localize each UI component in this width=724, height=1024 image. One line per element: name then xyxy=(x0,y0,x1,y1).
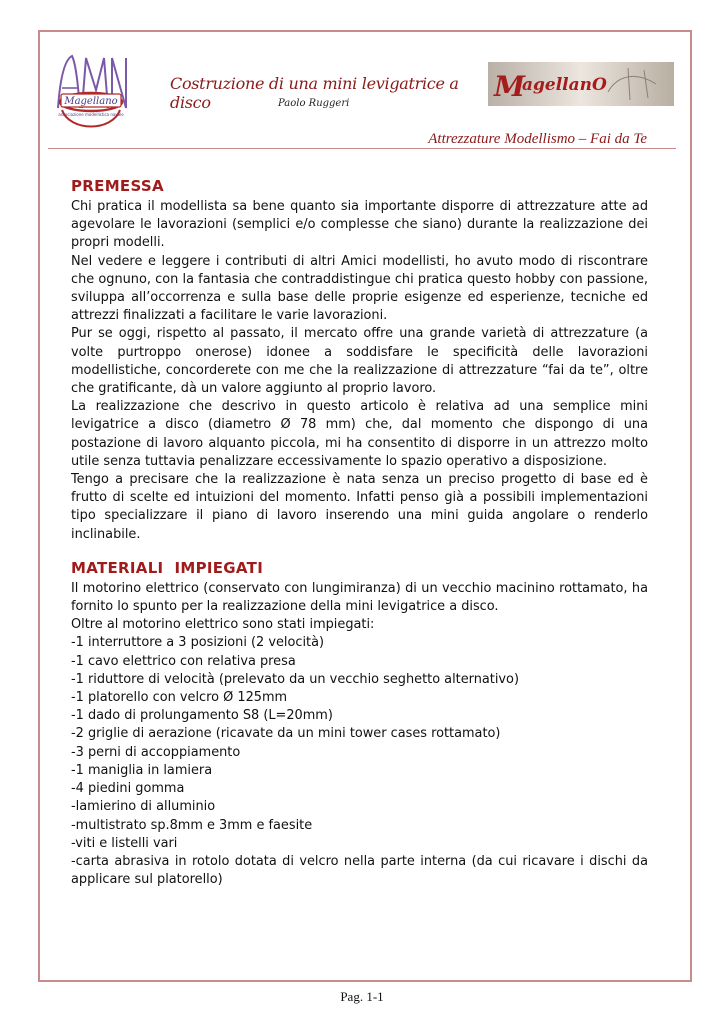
list-item: -1 interruttore a 3 posizioni (2 velocità) xyxy=(71,635,325,651)
svg-text:agellanO: agellanO xyxy=(522,75,607,95)
list-item: -1 cavo elettrico con relativa presa xyxy=(71,653,296,669)
premessa-paragraph: Pur se oggi, rispetto al passato, il mercato offre una grande varietà di attrezzature (a volte purtroppo onerose) idonee a soddisfare le specificità delle lavorazioni modellistiche, concorderete con me che la realizzazione di attrezzature “fai da te”, oltre che gratificante, dà un valore aggiunto al proprio lavoro. xyxy=(71,326,648,397)
premessa-heading: PREMESSA xyxy=(71,177,164,195)
svg-text:M: M xyxy=(494,70,525,103)
list-item: -viti e listelli vari xyxy=(71,835,178,851)
list-item: -multistrato sp.8mm e 3mm e faesite xyxy=(71,817,313,833)
list-item: -3 perni di accoppiamento xyxy=(71,744,241,760)
list-item: -carta abrasiva in rotolo dotata di velcro nella parte interna (da cui ricavare i dischi da applicare sul platorello) xyxy=(71,853,648,888)
list-item: -1 maniglia in lamiera xyxy=(71,762,213,778)
header-divider xyxy=(48,148,676,149)
materiali-list-intro: Oltre al motorino elettrico sono stati impiegati: xyxy=(71,617,375,633)
document-author: Paolo Ruggeri xyxy=(278,98,350,109)
premessa-paragraph: Chi pratica il modellista sa bene quanto sia importante disporre di attrezzature atte ad agevolare le lavorazioni (semplici e/o complesse che siano) durante la realizzazione dei propri modelli. xyxy=(71,199,648,251)
list-item: -1 platorello con velcro Ø 125mm xyxy=(71,690,288,706)
premessa-paragraph: Tengo a precisare che la realizzazione è nata senza un preciso progetto di base ed è frutto di scelte ed intuizioni del momento. Infatti penso già a possibili implementazioni tipo specializzare il piano di lavoro inserendo una mini guida angolare o renderlo inclinabile. xyxy=(71,472,648,542)
list-item: -1 riduttore di velocità (prelevato da un vecchio seghetto alternativo) xyxy=(71,671,519,687)
materiali-intro: Il motorino elettrico (conservato con lungimiranza) di un vecchio macinino rottamato, ha fornito lo spunto per la realizzazione della mini levigatrice a disco. xyxy=(71,580,648,615)
list-item: -4 piedini gomma xyxy=(71,781,185,797)
magellano-association-logo xyxy=(52,50,130,134)
list-item: -lamierino di alluminio xyxy=(71,799,216,815)
document-body xyxy=(71,176,648,889)
svg-text:Magellano: Magellano xyxy=(64,96,118,107)
magellano-banner-logo xyxy=(488,62,674,106)
section-tag: Attrezzature Modellismo – Fai da Te xyxy=(428,131,647,147)
page-number: Pag. 1-1 xyxy=(340,989,384,1004)
materials-list xyxy=(71,634,648,889)
list-item: -2 griglie di aerazione (ricavate da un mini tower cases rottamato) xyxy=(71,726,501,742)
list-item: -1 dado di prolungamento S8 (L=20mm) xyxy=(71,708,333,724)
premessa-paragraph: Nel vedere e leggere i contributi di altri Amici modellisti, ho avuto modo di riscontrare che ognuno, con la fantasia che contraddistingue chi pratica questo hobby con passione, sviluppa all’occorrenza e sulla base delle proprie esigenze ed esperienze, tecniche ed attrezzi finalizzati a facilitare le varie lavorazioni. xyxy=(71,253,648,324)
document-title: Costruzione di una mini levigatrice a disco xyxy=(170,74,459,112)
materiali-heading: MATERIALI IMPIEGATI xyxy=(71,558,264,577)
svg-text:associazione modellistica nava: associazione modellistica navale xyxy=(58,112,124,117)
premessa-paragraph: La realizzazione che descrivo in questo articolo è relativa ad una semplice mini levigatrice a disco (diametro Ø 78 mm) che, dal momento che dispongo di una postazione di lavoro alquanto piccola, mi ha consentito di disporre in un attrezzo molto utile senza tuttavia penalizzare eccessivamente lo spazio operativo a disposizione. xyxy=(71,399,648,469)
